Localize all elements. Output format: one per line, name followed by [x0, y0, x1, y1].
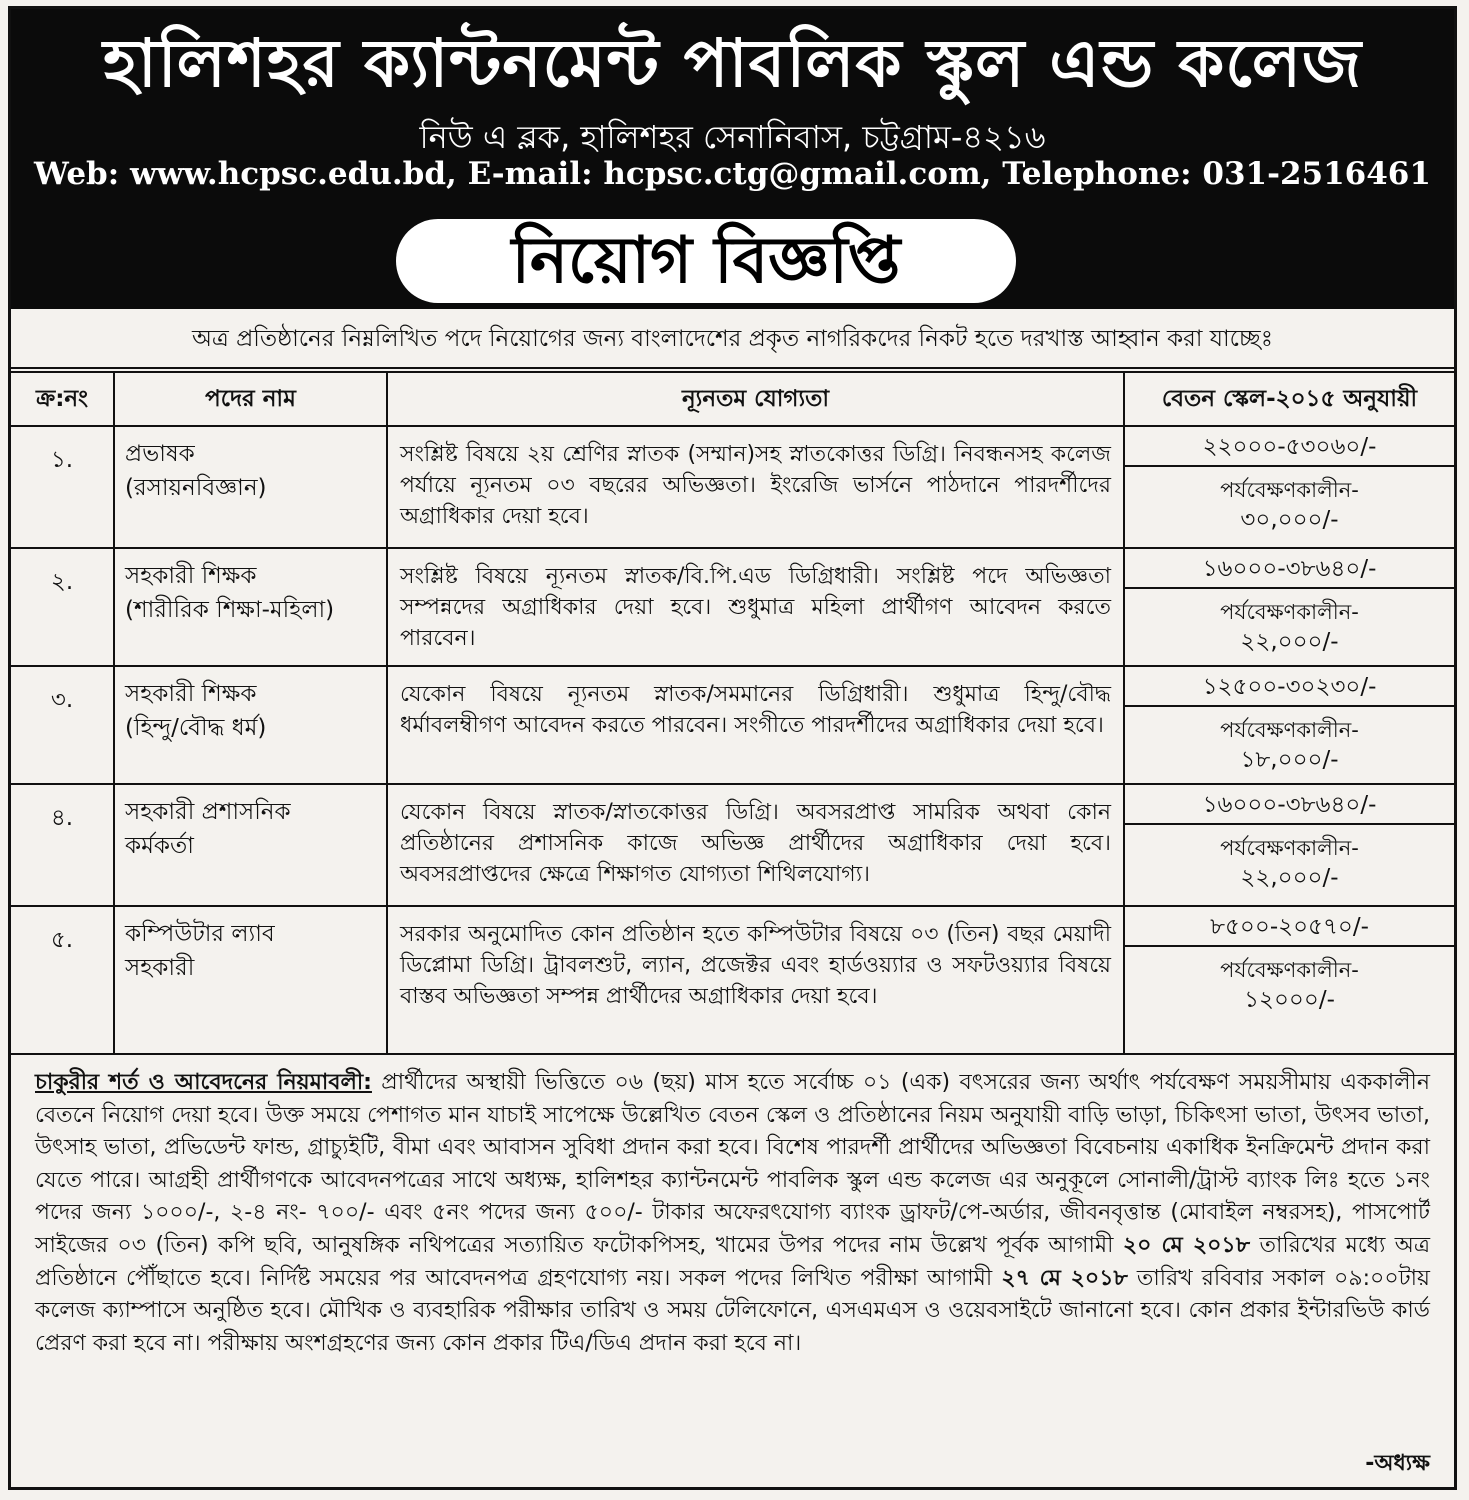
row-salary — [1124, 906, 1454, 1054]
post-title: সহকারী শিক্ষক — [125, 563, 257, 589]
row-post — [114, 906, 387, 1054]
school-address: নিউ এ ব্লক, হালিশহর সেনানিবাস, চট্টগ্রাম-৪২১৬ — [419, 118, 1046, 156]
row-salary — [1124, 548, 1454, 666]
salary-scale: ১৬০০০-৩৮৬৪০/- — [1125, 549, 1454, 589]
row-qualification: সংশ্লিষ্ট বিষয়ে ন্যূনতম স্নাতক/বি.পি.এড ডিগ্রিধারী। সংশ্লিষ্ট পদে অভিজ্ঞতা সম্পন্নদের অগ্রাধিকার দেয়া হবে। শুধুমাত্র মহিলা প্রার্থীগণ আবেদন করতে পারবেন। — [387, 548, 1124, 666]
row-post — [114, 784, 387, 906]
salary-scale: ৮৫০০-২০৫৭০/- — [1125, 907, 1454, 947]
probation-amount: ২২,০০০/- — [1240, 629, 1339, 655]
header-salary: বেতন স্কেল-২০১৫ অনুযায়ী — [1124, 372, 1454, 426]
post-title: সহকারী প্রশাসনিক — [125, 799, 291, 825]
terms-paragraph — [35, 1067, 1430, 1360]
probation-label: পর্যবেক্ষণকালীন- — [1220, 958, 1359, 982]
post-title: সহকারী শিক্ষক — [125, 681, 257, 707]
post-subtitle: সহকারী — [125, 955, 195, 981]
terms-text-2: তারিখের মধ্যে অত্র প্রতিষ্ঠানে পৌঁছাতে হবে। নির্দিষ্ট সময়ের পর আবেদনপত্র গ্রহণযোগ্য নয়। সকল পদের লিখিত পরীক্ষা আগামী — [35, 1232, 1430, 1291]
probation-label: পর্যবেক্ষণকালীন- — [1220, 718, 1359, 742]
post-title: কম্পিউটার ল্যাব — [125, 921, 275, 947]
row-salary — [1124, 426, 1454, 548]
probation-pay — [1125, 467, 1454, 535]
post-subtitle: (রসায়নবিজ্ঞান) — [125, 475, 267, 501]
post-subtitle: কর্মকর্তা — [125, 833, 194, 859]
vacancy-table — [11, 371, 1454, 1055]
school-contact: Web: www.hcpsc.edu.bd, E-mail: hcpsc.ctg@gmail.com, Telephone: 031-2516461 — [34, 156, 1431, 192]
post-subtitle: (হিন্দু/বৌদ্ধ ধর্ম) — [125, 715, 267, 741]
terms-heading: চাকুরীর শর্ত ও আবেদনের নিয়মাবলী: — [35, 1070, 372, 1095]
intro-text: অত্র প্রতিষ্ঠানের নিম্নলিখিত পদে নিয়োগের জন্য বাংলাদেশের প্রকৃত নাগরিকদের নিকট হতে দরখাস্ত আহ্বান করা যাচ্ছেঃ — [11, 309, 1454, 369]
row-qualification: সংশ্লিষ্ট বিষয়ে ২য় শ্রেণির স্নাতক (সম্মান)সহ স্নাতকোত্তর ডিগ্রি। নিবন্ধনসহ কলেজ পর্যায়ে ন্যূনতম ০৩ বছরের অভিজ্ঞতা। ইংরেজি ভার্সনে পাঠদানে পারদর্শীদের অগ্রাধিকার দেয়া হবে। — [387, 426, 1124, 548]
row-serial: ৫. — [11, 906, 114, 1054]
row-post — [114, 426, 387, 548]
table-row — [11, 906, 1454, 1054]
exam-date: ২৭ মে ২০১৮ — [1001, 1265, 1128, 1291]
header-serial: ক্র:নং — [11, 372, 114, 426]
table-row — [11, 426, 1454, 548]
probation-label: পর্যবেক্ষণকালীন- — [1220, 836, 1359, 860]
terms-text-3: তারিখ রবিবার সকাল ০৯:০০টায় কলেজ ক্যাম্পাসে অনুষ্ঠিত হবে। মৌখিক ও ব্যবহারিক পরীক্ষার তারিখ ও সময় টেলিফোনে, এসএমএস ও ওয়েবসাইটে জানানো হবে। কোন প্রকার ইন্টারভিউ কার্ড প্রেরণ করা হবে না। পরীক্ষায় অংশগ্রহণের জন্য কোন প্রকার টিএ/ডিএ প্রদান করা হবে না। — [35, 1265, 1430, 1356]
table-row — [11, 666, 1454, 784]
terms-and-conditions — [35, 1067, 1430, 1360]
post-title: প্রভাষক — [125, 441, 195, 467]
terms-text-1: প্রার্থীদের অস্থায়ী ভিত্তিতে ০৬ (ছয়) মাস হতে সর্বোচ্চ ০১ (এক) বৎসরের জন্য অর্থাৎ পর্যবেক্ষণ সময়সীমায় এককালীন বেতনে নিয়োগ দেয়া হবে। উক্ত সময়ে পেশাগত মান যাচাই সাপেক্ষে উল্লেখিত বেতন স্কেল ও প্রতিষ্ঠানের নিয়ম অনুযায়ী বাড়ি ভাড়া, চিকিৎসা ভাতা, উৎসব ভাতা, উৎসাহ ভাতা, প্রভিডেন্ট ফান্ড, গ্রাচ্যুইটি, বীমা এবং আবাসন সুবিধা প্রদান করা হবে। বিশেষ পারদর্শী প্রার্থীদের অভিজ্ঞতা বিবেচনায় একাধিক ইনক্রিমেন্ট প্রদান করা যেতে পারে। আগ্রহী প্রার্থীগণকে আবেদনপত্রের সাথে অধ্যক্ষ, হালিশহর ক্যান্টনমেন্ট পাবলিক স্কুল এন্ড কলেজ এর অনুকূলে সোনালী/ট্রাস্ট ব্যাংক লিঃ হতে ১নং পদের জন্য ১০০০/-, ২-৪ নং- ৭০০/- এবং ৫নং পদের জন্য ৫০০/- টাকার অফেরৎযোগ্য ব্যাংক ড্রাফট/পে-অর্ডার, জীবনবৃত্তান্ত (মোবাইল নম্বরসহ), পাসপোর্ট সাইজের ০৩ (তিন) কপি ছবি, আনুষঙ্গিক নথিপত্রের সত্যায়িত ফটোকপিসহ, খামের উপর পদের নাম উল্লেখ পূর্বক আগামী — [35, 1070, 1430, 1258]
application-deadline: ২০ মে ২০১৮ — [1122, 1232, 1250, 1258]
job-notice — [8, 6, 1457, 1490]
row-post — [114, 548, 387, 666]
probation-amount: ১২০০০/- — [1244, 987, 1335, 1013]
row-salary — [1124, 784, 1454, 906]
masthead — [11, 9, 1454, 309]
probation-amount: ৩০,০০০/- — [1240, 507, 1339, 533]
notice-title: নিয়োগ বিজ্ঞপ্তি — [396, 219, 1016, 303]
row-serial: ১. — [11, 426, 114, 548]
probation-pay — [1125, 589, 1454, 657]
post-subtitle: (শারীরিক শিক্ষা-মহিলা) — [125, 597, 335, 623]
header-qualification: ন্যূনতম যোগ্যতা — [387, 372, 1124, 426]
row-serial: ৪. — [11, 784, 114, 906]
signature: -অধ্যক্ষ — [1365, 1451, 1430, 1476]
row-salary — [1124, 666, 1454, 784]
row-serial: ২. — [11, 548, 114, 666]
row-qualification: সরকার অনুমোদিত কোন প্রতিষ্ঠান হতে কম্পিউটার বিষয়ে ০৩ (তিন) বছর মেয়াদী ডিপ্লোমা ডিগ্রি। ট্রাবলশুট, ল্যান, প্রজেক্টর এবং হার্ডওয়্যার ও সফটওয়্যার বিষয়ে বাস্তব অভিজ্ঞতা সম্পন্ন প্রার্থীদের অগ্রাধিকার দেয়া হবে। — [387, 906, 1124, 1054]
probation-pay — [1125, 825, 1454, 893]
salary-scale: ১৬০০০-৩৮৬৪০/- — [1125, 785, 1454, 825]
probation-amount: ২২,০০০/- — [1240, 865, 1339, 891]
probation-label: পর্যবেক্ষণকালীন- — [1220, 478, 1359, 502]
school-name: হালিশহর ক্যান্টনমেন্ট পাবলিক স্কুল এন্ড কলেজ — [102, 25, 1363, 102]
probation-pay — [1125, 707, 1454, 775]
table-row — [11, 548, 1454, 666]
table-header-row — [11, 372, 1454, 426]
row-qualification: যেকোন বিষয়ে স্নাতক/স্নাতকোত্তর ডিগ্রি। অবসরপ্রাপ্ত সামরিক অথবা কোন প্রতিষ্ঠানের প্রশাসনিক কাজে অভিজ্ঞ প্রার্থীদের অগ্রাধিকার দেয়া হবে। অবসরপ্রাপ্তদের ক্ষেত্রে শিক্ষাগত যোগ্যতা শিথিলযোগ্য। — [387, 784, 1124, 906]
row-post — [114, 666, 387, 784]
probation-label: পর্যবেক্ষণকালীন- — [1220, 600, 1359, 624]
row-qualification: যেকোন বিষয়ে ন্যূনতম স্নাতক/সমমানের ডিগ্রিধারী। শুধুমাত্র হিন্দু/বৌদ্ধ ধর্মাবলম্বীগণ আবেদন করতে পারবেন। সংগীতে পারদর্শীদের অগ্রাধিকার দেয়া হবে। — [387, 666, 1124, 784]
salary-scale: ২২০০০-৫৩০৬০/- — [1125, 427, 1454, 467]
table-row — [11, 784, 1454, 906]
probation-pay — [1125, 947, 1454, 1015]
row-serial: ৩. — [11, 666, 114, 784]
probation-amount: ১৮,০০০/- — [1240, 747, 1339, 773]
header-post: পদের নাম — [114, 372, 387, 426]
salary-scale: ১২৫০০-৩০২৩০/- — [1125, 667, 1454, 707]
